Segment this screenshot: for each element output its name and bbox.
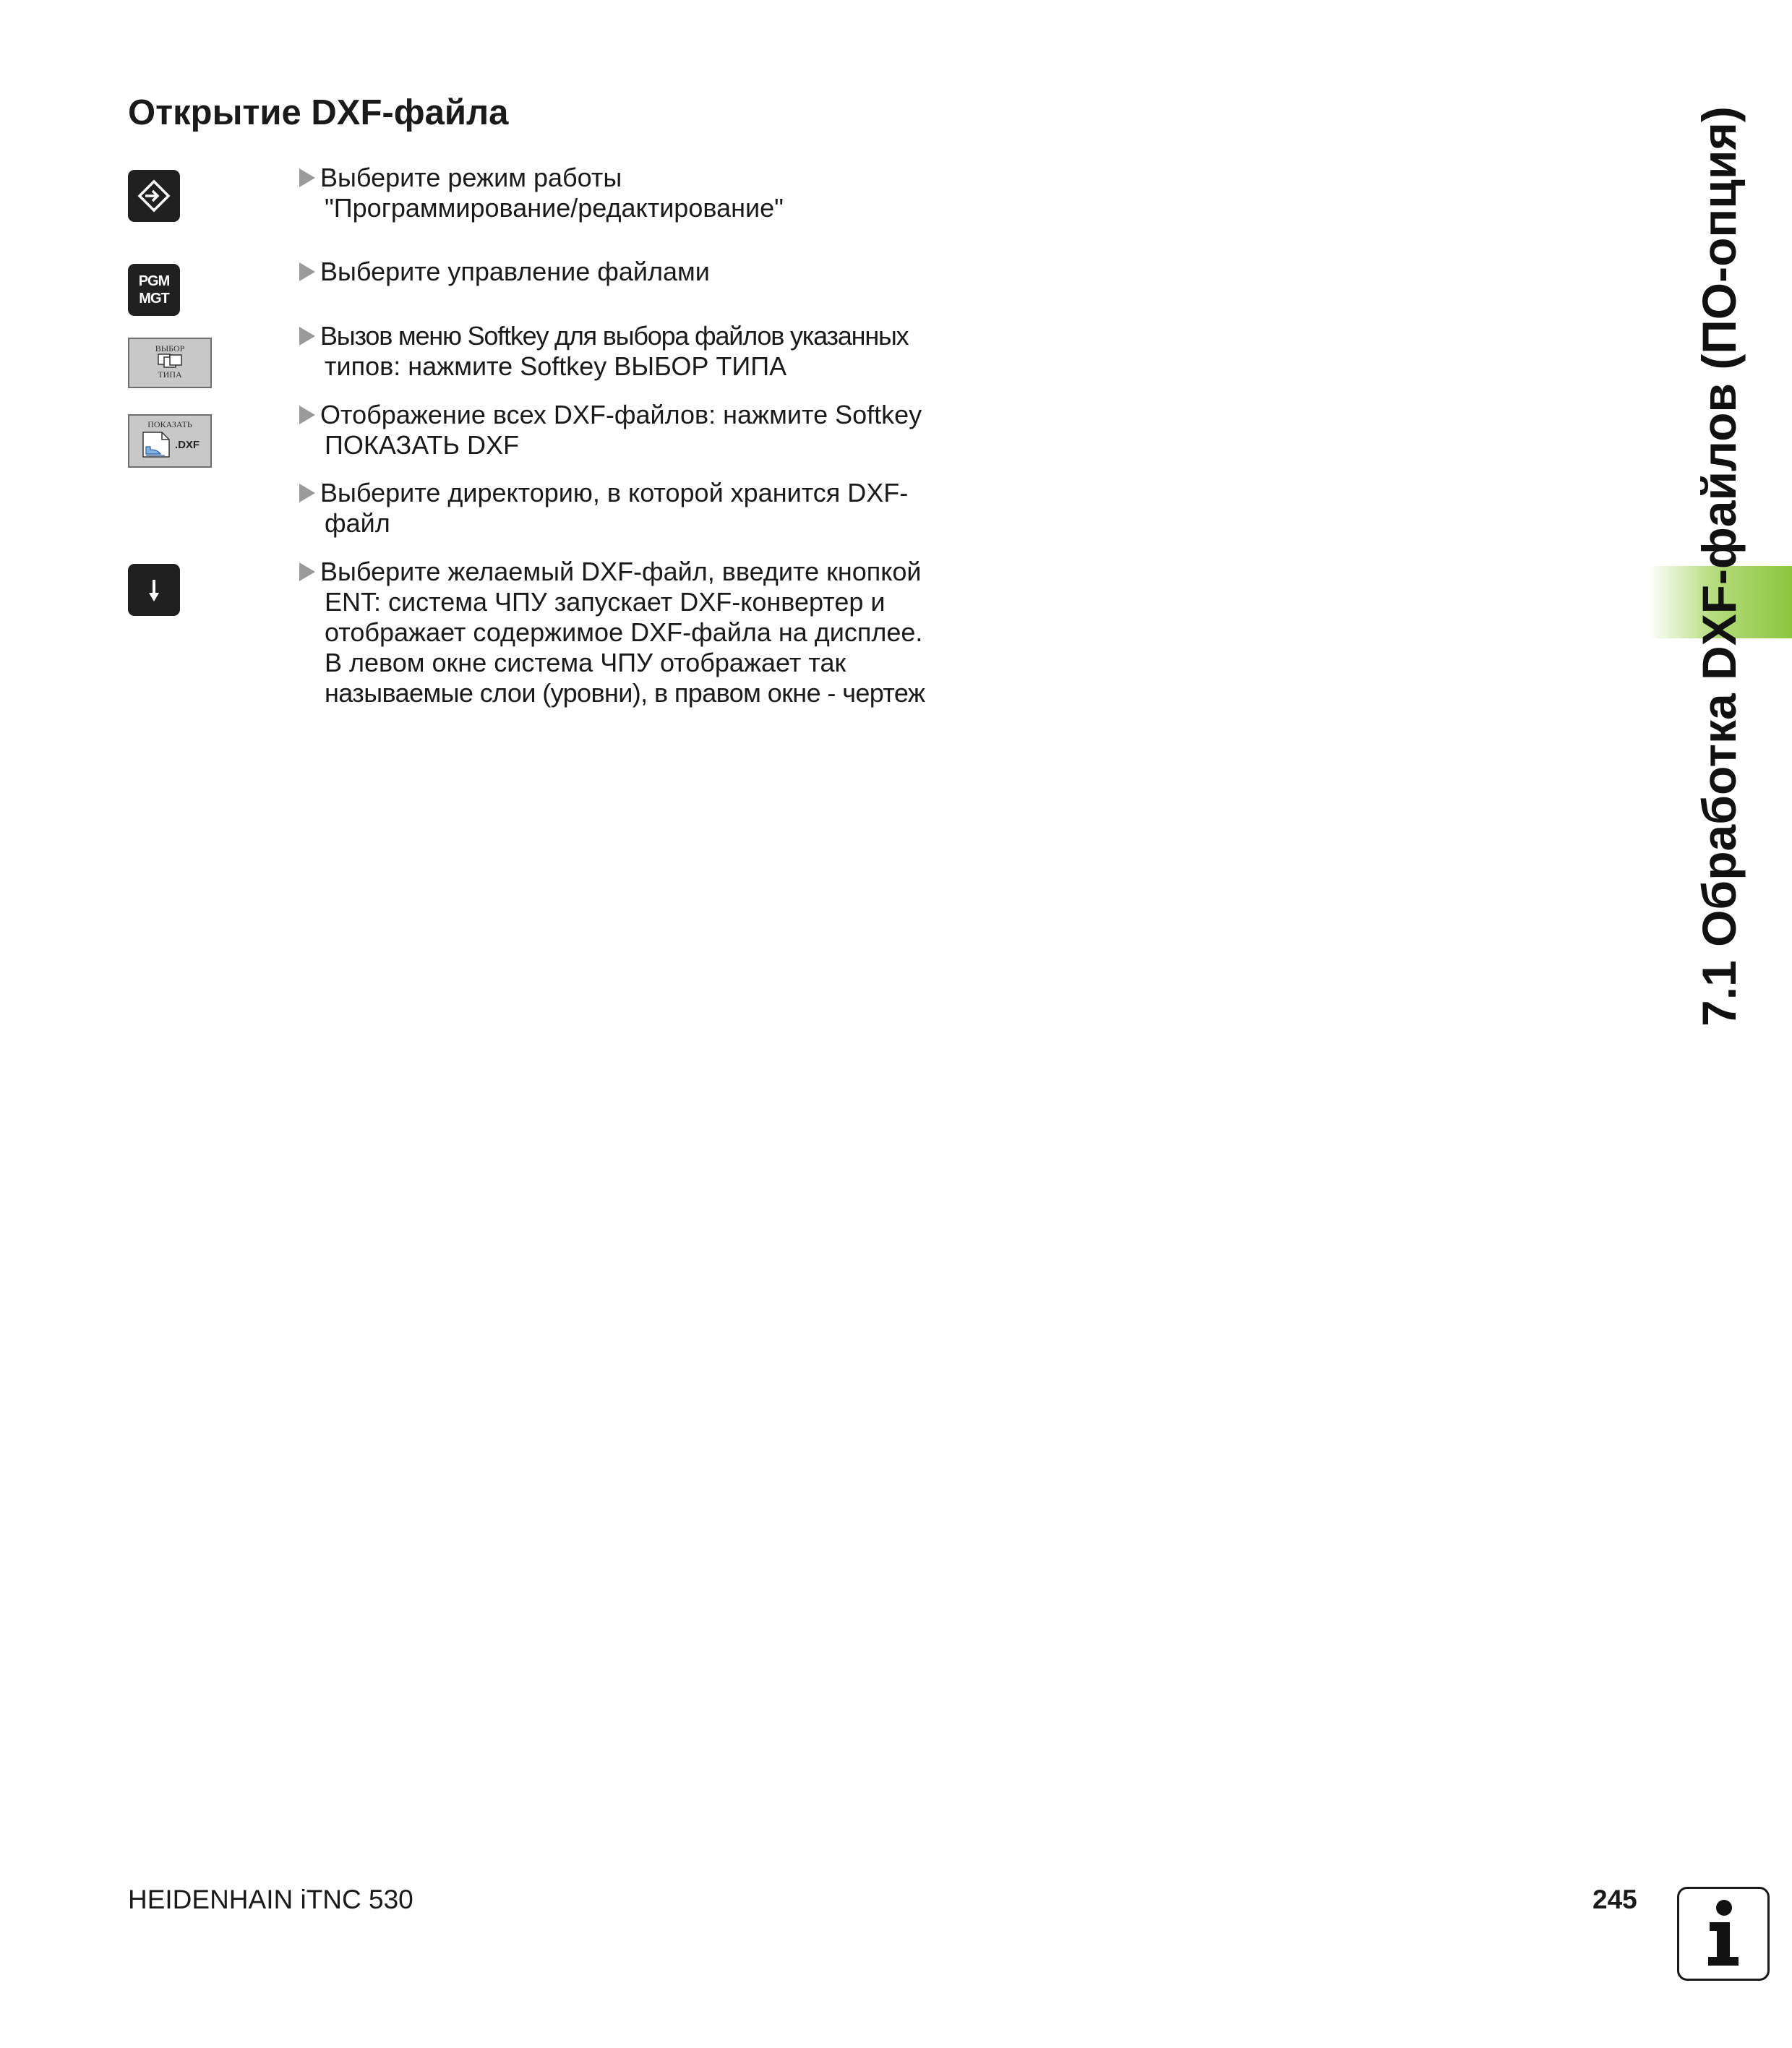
softkey-bottom-label: ТИПА (158, 369, 182, 380)
step-4-text: Отображение всех DXF-файлов: нажмите Softkey ПОКАЗАТЬ DXF (320, 400, 922, 460)
footer-product-name: HEIDENHAIN iTNC 530 (128, 1885, 413, 1914)
softkey-top-label: ПОКАЗАТЬ (147, 419, 192, 429)
step-3-text: Вызов меню Softkey для выбора файлов указанных типов: нажмите Softkey ВЫБОР ТИПА (320, 321, 909, 381)
step-1-text: Выберите режим работы "Программирование/редактирование" (320, 163, 784, 223)
step-bullet-icon (299, 562, 315, 581)
step-bullet-icon (299, 406, 315, 424)
programming-mode-key-icon (128, 170, 180, 222)
step-6-text: Выберите желаемый DXF-файл, введите кнопкой ENT: система ЧПУ запускает DXF-конвертер и отображает содержимое DXF-файла на дисплее. В левом окне система ЧПУ отображает так называемые слои (уровни), в правом окне - чертеж (320, 557, 925, 708)
softkey-top-label: ВЫБОР (155, 343, 185, 354)
pgm-mgt-key-icon (128, 264, 180, 316)
dxf-extension-label: .DXF (174, 438, 200, 451)
pgm-key-label: PGM (138, 273, 170, 289)
step-bullet-icon (299, 327, 315, 346)
show-dxf-softkey-icon (128, 414, 212, 468)
step-bullet-icon (299, 262, 315, 281)
mgt-key-label: MGT (139, 291, 169, 307)
page-number: 245 (1592, 1885, 1637, 1914)
step-5-text: Выберите директорию, в которой хранится DXF- файл (320, 478, 909, 538)
dxf-drawing-icon (140, 431, 173, 458)
step-bullet-icon (299, 484, 315, 502)
info-icon (1677, 1887, 1770, 1981)
select-type-softkey-icon (128, 338, 212, 388)
chapter-title: 7.1 Обработка DXF-файлов (ПО-опция) (1692, 106, 1746, 1027)
step-bullet-icon (299, 168, 315, 187)
file-stack-icon (154, 353, 186, 370)
step-2-text: Выберите управление файлами (320, 257, 710, 286)
ent-arrow-down-key-icon (128, 564, 180, 616)
section-title: Открытие DXF-файла (128, 93, 509, 132)
